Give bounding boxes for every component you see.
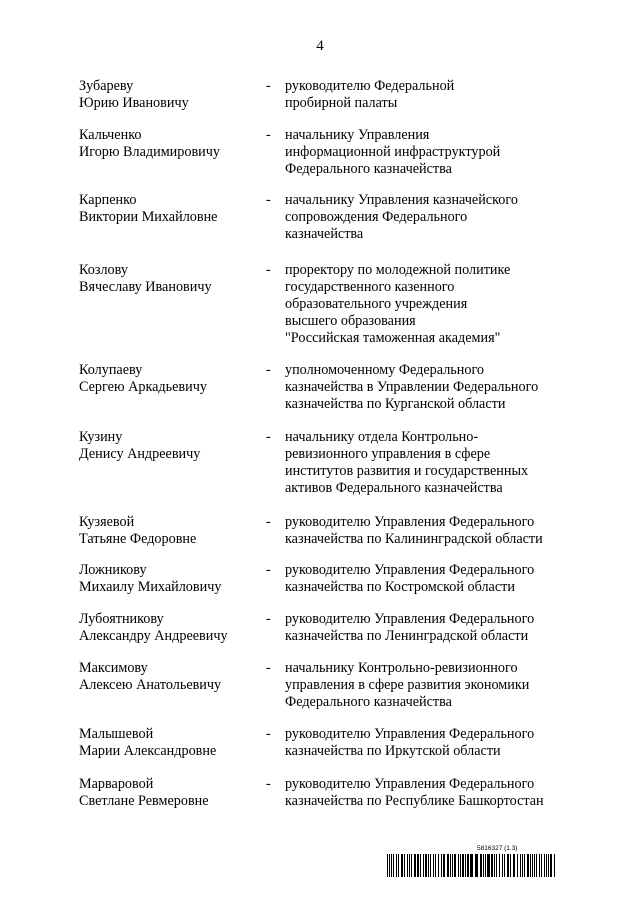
barcode-bar — [435, 854, 436, 877]
barcode-bar — [433, 854, 434, 877]
position-line: "Российская таможенная академия" — [285, 330, 501, 346]
barcode-bar — [496, 854, 497, 877]
barcode-bar — [536, 854, 537, 877]
position-line: казначейства по Калининградской области — [285, 531, 543, 547]
position-line: руководителю Управления Федерального — [285, 776, 535, 792]
barcode-bar — [460, 854, 461, 877]
name-line: Козлову — [79, 262, 128, 278]
appointee-name — [79, 362, 259, 413]
barcode-bar — [470, 854, 473, 877]
appointee-entry — [79, 78, 579, 112]
name-line: Сергею Аркадьевичу — [79, 379, 207, 395]
barcode-bar — [420, 854, 421, 877]
barcode-bar — [389, 854, 390, 877]
appointee-position — [285, 776, 579, 810]
barcode-bar — [467, 854, 469, 877]
appointee-name — [79, 726, 259, 760]
barcode-bar — [450, 854, 451, 877]
barcode-bar — [554, 854, 555, 877]
position-line: начальнику Контрольно-ревизионного — [285, 660, 518, 676]
barcode-bar — [485, 854, 486, 877]
page-number: 4 — [316, 38, 324, 54]
appointee-name — [79, 611, 259, 645]
barcode-bar — [428, 854, 429, 877]
dash-separator: - — [266, 562, 271, 578]
name-line: Денису Андреевичу — [79, 446, 201, 462]
appointee-name — [79, 660, 259, 711]
dash-separator: - — [266, 429, 271, 445]
barcode-bar — [398, 854, 399, 877]
barcode-bar — [425, 854, 427, 877]
dash-separator: - — [266, 726, 271, 742]
name-line: Марии Александровне — [79, 743, 217, 759]
name-line: Виктории Михайловне — [79, 209, 218, 225]
name-line: Кузяевой — [79, 514, 135, 530]
appointee-name — [79, 192, 259, 243]
appointee-entry — [79, 776, 579, 810]
barcode-bar — [491, 854, 493, 877]
position-line: начальнику Управления казначейского — [285, 192, 518, 208]
barcode-bar — [527, 854, 529, 877]
dash-separator: - — [266, 262, 271, 278]
barcode-bar — [417, 854, 419, 877]
barcode-bar — [393, 854, 394, 877]
position-line: ревизионного управления в сфере — [285, 446, 491, 462]
appointee-name — [79, 429, 259, 497]
appointee-position — [285, 660, 579, 711]
position-line: казначейства по Костромской области — [285, 579, 515, 595]
barcode-bar — [487, 854, 490, 877]
name-line: Юрию Ивановичу — [79, 95, 189, 111]
dash-separator: - — [266, 776, 271, 792]
barcode-bar — [454, 854, 456, 877]
dash-separator: - — [266, 660, 271, 676]
appointee-position — [285, 726, 579, 760]
position-line: казначейства по Иркутской области — [285, 743, 501, 759]
name-line: Лубоятникову — [79, 611, 164, 627]
barcode-bar — [462, 854, 464, 877]
position-line: активов Федерального казначейства — [285, 480, 503, 496]
barcode-bar — [480, 854, 482, 877]
position-line: Федерального казначейства — [285, 161, 452, 177]
position-line: руководителю Федеральной — [285, 78, 455, 94]
position-line: казначейства в Управлении Федерального — [285, 379, 539, 395]
position-line: управления в сфере развития экономики — [285, 677, 530, 693]
appointee-position — [285, 362, 579, 413]
appointee-entry — [79, 611, 579, 645]
barcode-bar — [534, 854, 535, 877]
appointee-position — [285, 78, 579, 112]
appointee-position — [285, 262, 579, 347]
barcode-bar — [404, 854, 405, 877]
barcode-bar — [430, 854, 431, 877]
position-line: казначейства по Республике Башкортостан — [285, 793, 544, 809]
name-line: Вячеславу Ивановичу — [79, 279, 212, 295]
position-line: руководителю Управления Федерального — [285, 514, 535, 530]
appointee-entry — [79, 429, 579, 497]
barcode-bar — [510, 854, 511, 877]
position-line: начальнику отдела Контрольно- — [285, 429, 479, 445]
dash-separator: - — [266, 127, 271, 143]
position-line: высшего образования — [285, 313, 416, 329]
appointee-entry — [79, 362, 579, 413]
barcode-bar — [443, 854, 445, 877]
barcode-bar — [475, 854, 478, 877]
position-line: начальнику Управления — [285, 127, 430, 143]
dash-separator: - — [266, 78, 271, 94]
position-line: руководителю Управления Федерального — [285, 562, 535, 578]
barcode-bar — [465, 854, 466, 877]
barcode-bar — [546, 854, 547, 877]
barcode-bar — [524, 854, 525, 877]
position-line: Федерального казначейства — [285, 694, 452, 710]
appointee-position — [285, 562, 579, 596]
barcode-icon — [387, 854, 559, 877]
position-line: институтов развития и государственных — [285, 463, 529, 479]
barcode-bar — [507, 854, 509, 877]
barcode-bar — [544, 854, 545, 877]
appointee-position — [285, 611, 579, 645]
appointee-position — [285, 429, 579, 497]
barcode-bar — [407, 854, 408, 877]
barcode-bar — [387, 854, 388, 877]
appointee-name — [79, 514, 259, 548]
dash-separator: - — [266, 362, 271, 378]
dash-separator: - — [266, 611, 271, 627]
barcode-bar — [513, 854, 515, 877]
position-line: проректору по молодежной политике — [285, 262, 511, 278]
position-line: образовательного учреждения — [285, 296, 468, 312]
name-line: Кальченко — [79, 127, 142, 143]
barcode-code: 5816327 (1.3) — [477, 845, 518, 852]
appointee-entry — [79, 514, 579, 548]
appointee-name — [79, 776, 259, 810]
appointee-position — [285, 192, 579, 243]
name-line: Михаилу Михайловичу — [79, 579, 222, 595]
barcode-bar — [522, 854, 523, 877]
barcode-bar — [504, 854, 505, 877]
name-line: Малышевой — [79, 726, 154, 742]
barcode-bar — [483, 854, 484, 877]
barcode-bar — [414, 854, 416, 877]
appointee-name — [79, 127, 259, 178]
appointee-list — [79, 78, 579, 810]
barcode-bar — [409, 854, 410, 877]
name-line: Кузину — [79, 429, 123, 445]
barcode-bar — [452, 854, 453, 877]
barcode-bar — [550, 854, 552, 877]
barcode-bar — [502, 854, 503, 877]
appointee-name — [79, 78, 259, 112]
appointee-entry — [79, 262, 579, 347]
appointee-position — [285, 127, 579, 178]
appointee-entry — [79, 192, 579, 243]
barcode-bar — [396, 854, 397, 877]
name-line: Карпенко — [79, 192, 137, 208]
appointee-entry — [79, 562, 579, 596]
position-line: руководителю Управления Федерального — [285, 726, 535, 742]
barcode-bar — [539, 854, 540, 877]
document-barcode — [387, 845, 559, 877]
appointee-entry — [79, 127, 579, 178]
barcode-bar — [391, 854, 392, 877]
position-line: сопровождения Федерального — [285, 209, 468, 225]
name-line: Александру Андреевичу — [79, 628, 228, 644]
dash-separator: - — [266, 514, 271, 530]
appointee-entry — [79, 660, 579, 711]
barcode-bar — [458, 854, 459, 877]
barcode-bar — [532, 854, 533, 877]
position-line: государственного казенного — [285, 279, 455, 295]
barcode-bar — [494, 854, 495, 877]
position-line: уполномоченному Федерального — [285, 362, 484, 378]
barcode-bar — [401, 854, 403, 877]
barcode-bar — [517, 854, 518, 877]
name-line: Татьяне Федоровне — [79, 531, 197, 547]
name-line: Игорю Владимировичу — [79, 144, 220, 160]
barcode-bar — [499, 854, 500, 877]
position-line: казначейства по Ленинградской области — [285, 628, 529, 644]
name-line: Марваровой — [79, 776, 154, 792]
name-line: Ложникову — [79, 562, 147, 578]
name-line: Светлане Ревмеровне — [79, 793, 209, 809]
barcode-bar — [423, 854, 424, 877]
appointee-name — [79, 262, 259, 347]
barcode-bar — [411, 854, 412, 877]
barcode-bar — [548, 854, 549, 877]
barcode-bar — [441, 854, 442, 877]
appointee-name — [79, 562, 259, 596]
dash-separator: - — [266, 192, 271, 208]
appointee-entry — [79, 726, 579, 760]
position-line: казначейства по Курганской области — [285, 396, 506, 412]
name-line: Алексею Анатольевичу — [79, 677, 222, 693]
position-line: руководителю Управления Федерального — [285, 611, 535, 627]
position-line: информационной инфраструктурой — [285, 144, 501, 160]
name-line: Максимову — [79, 660, 148, 676]
appointee-position — [285, 514, 579, 548]
barcode-bar — [530, 854, 531, 877]
name-line: Колупаеву — [79, 362, 143, 378]
barcode-bar — [447, 854, 449, 877]
barcode-bar — [541, 854, 542, 877]
name-line: Зубареву — [79, 78, 134, 94]
barcode-bar — [438, 854, 439, 877]
position-line: пробирной палаты — [285, 95, 398, 111]
barcode-bar — [520, 854, 521, 877]
position-line: казначейства — [285, 226, 364, 242]
